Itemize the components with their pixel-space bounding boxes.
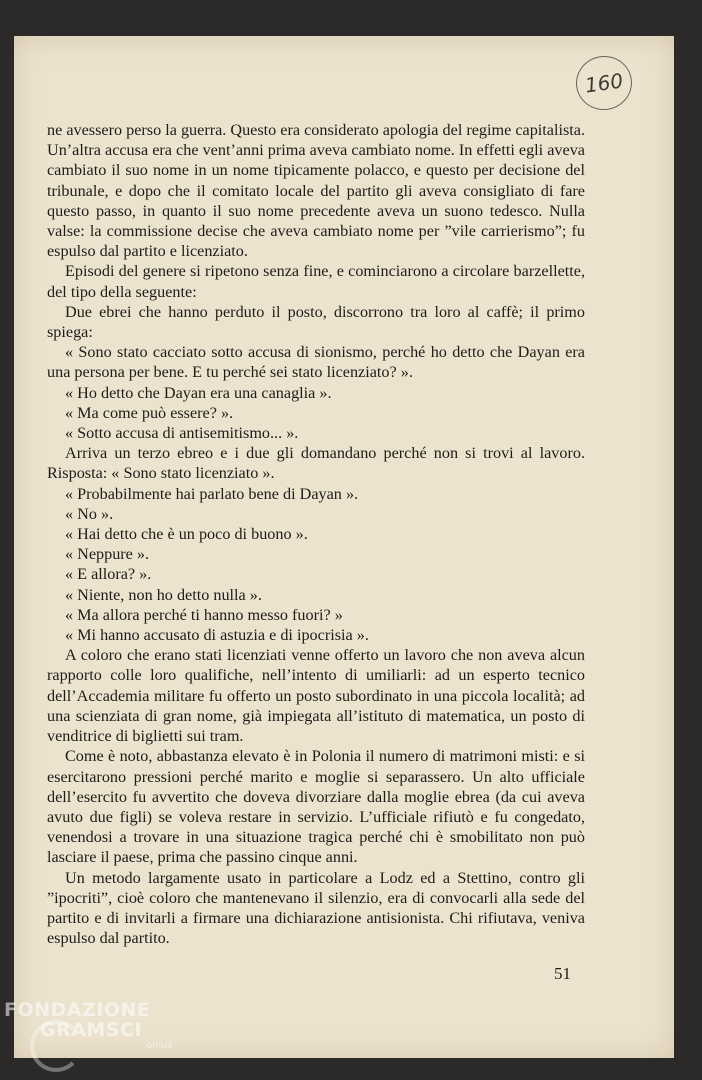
paragraph: « Neppure ». xyxy=(65,545,150,564)
gramsci-g-logo-icon xyxy=(30,1020,82,1072)
paragraph: Arriva un terzo ebreo e i due gli domandano perché non si trovi al lavoro. Risposta: « Sono stato licenziato ». xyxy=(47,444,585,483)
paragraph: « Ma allora perché ti hanno messo fuori? » xyxy=(65,605,343,624)
folio-number: 160 xyxy=(583,68,625,98)
paragraph: « Sono stato cacciato sotto accusa di sionismo, perché ho detto che Dayan era una persona per bene. E tu perché sei stato licenziato? ». xyxy=(47,343,585,382)
paragraph: Episodi del genere si ripetono senza fine, e cominciarono a circolare barzellette, del tipo della seguente: xyxy=(47,262,585,301)
paragraph: « Ho detto che Dayan era una canaglia ». xyxy=(65,383,332,402)
watermark-line-3: onlus xyxy=(146,1040,173,1051)
paragraph: A coloro che erano stati licenziati venne offerto un lavoro che non aveva alcun rapporto colle loro qualifiche, nell’intento di umiliarli: ad un esperto tecnico dell’Accademia militare fu offerto un posto subordinato in una piccola località; ad una scienziata di gran nome, già impiegata all’istituto di matematica, un posto di venditrice di biglietti sui tram. xyxy=(47,646,585,746)
paragraph: « Niente, non ho detto nulla ». xyxy=(65,585,262,604)
paragraph: « Ma come può essere? ». xyxy=(65,403,234,422)
paragraph: « Mi hanno accusato di astuzia e di ipocrisia ». xyxy=(65,626,369,645)
paragraph: « Sotto accusa di antisemitismo... ». xyxy=(65,424,299,443)
document-page xyxy=(14,36,674,1058)
watermark-logo xyxy=(4,1000,173,1052)
paragraph: « No ». xyxy=(65,504,114,523)
watermark-line-2: GRAMSCI xyxy=(40,1019,143,1041)
paragraph: Come è noto, abbastanza elevato è in Polonia il numero di matrimoni misti: e si esercitarono pressioni perché marito e moglie si separassero. Un alto ufficiale dell’esercito fu avvertito che doveva divorziare dalla moglie ebrea (da cui aveva avuto due figli) se voleva restare in servizio. L’ufficiale rifiutò e fu congedato, venendosi a trovare in una situazione tragica perché chi è smobilitato non può lasciare il paese, prima che passino cinque anni. xyxy=(47,747,585,867)
paragraph: Due ebrei che hanno perduto il posto, discorrono tra loro al caffè; il primo spiega: xyxy=(47,302,585,342)
watermark-line-1: FONDAZIONE xyxy=(4,999,151,1021)
paragraph: « E allora? ». xyxy=(65,565,152,584)
paragraph: Un metodo largamente usato in particolare a Lodz ed a Stettino, contro gli ”ipocriti”, cioè coloro che mantenevano il silenzio, era di convocarli alla sede del partito e di invitarli a firmare una dichiarazione antisionista. Chi rifiutava, veniva espulso dal partito. xyxy=(47,868,585,948)
paragraph: ne avessero perso la guerra. Questo era considerato apologia del regime capitalista. Un’altra accusa era che vent’anni prima aveva cambiato nome. In effetti egli aveva cambiato il suo nome in un nome tipicamente polacco, e questo per decisione del tribunale, e dopo che il comitato locale del partito gli aveva consigliato di fare questo passo, in quanto il suo nome precedente aveva un suono tedesco. Nulla valse: la commissione decise che aveva cambiato nome per ”vile carrierismo”; fu espulso dal partito e licenziato. xyxy=(47,121,586,261)
paragraph: « Hai detto che è un poco di buono ». xyxy=(65,525,308,544)
folio-stamp xyxy=(573,52,636,113)
page-number: 51 xyxy=(554,964,571,983)
paragraph: « Probabilmente hai parlato bene di Dayan ». xyxy=(65,484,359,503)
body-text xyxy=(47,120,585,948)
